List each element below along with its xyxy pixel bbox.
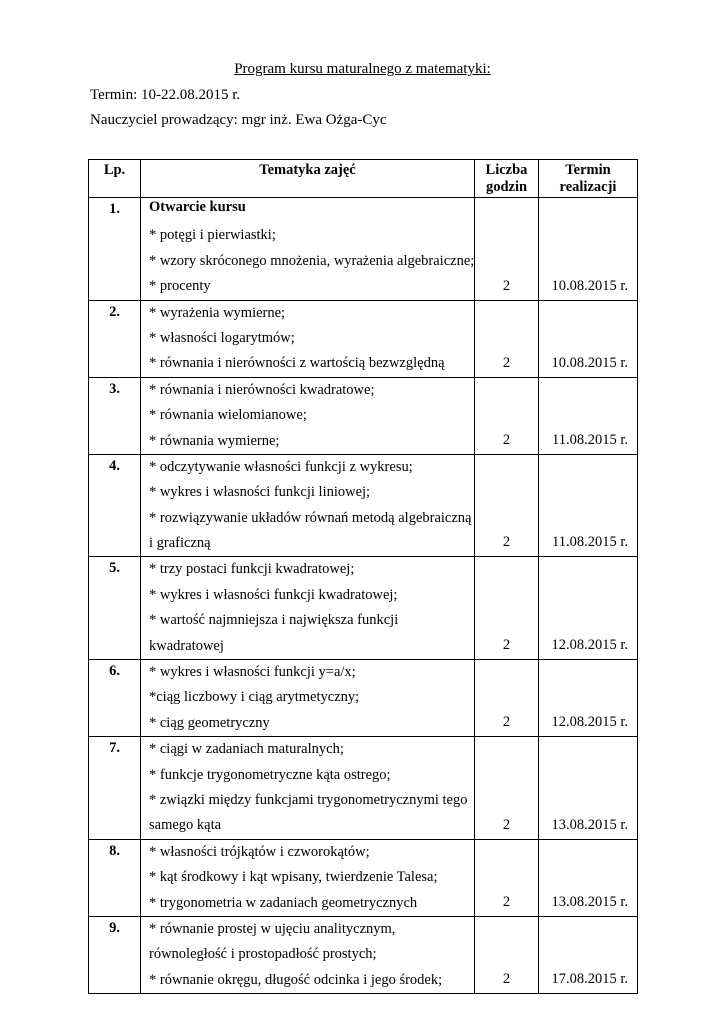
topic-line: * równania i nierówności kwadratowe; xyxy=(149,381,375,398)
date-value: 11.08.2015 r. xyxy=(552,431,628,448)
row-date xyxy=(539,557,638,660)
header-lp: Lp. xyxy=(89,160,141,198)
row-hours xyxy=(475,377,539,454)
date-value: 12.08.2015 r. xyxy=(551,714,628,731)
row-date xyxy=(539,454,638,557)
topic-line: * trzy postaci funkcji kwadratowej; xyxy=(149,561,355,578)
header-topic: Tematyka zajęć xyxy=(141,160,475,198)
schedule-table xyxy=(88,159,638,994)
table-row xyxy=(89,737,638,840)
date-value: 10.08.2015 r. xyxy=(551,354,628,371)
topic-line: * równania i nierówności z wartością bezwzględną xyxy=(149,355,445,372)
topic-line: * wykres i własności funkcji y=a/x; xyxy=(149,664,356,681)
row-hours xyxy=(475,660,539,737)
topic-line: * potęgi i pierwiastki; xyxy=(149,227,276,244)
hours-value: 2 xyxy=(502,534,511,551)
topic-line: * wartość najmniejsza i największa funkcji xyxy=(149,612,399,629)
course-term: Termin: 10-22.08.2015 r. xyxy=(90,87,241,103)
row-topics xyxy=(141,454,475,557)
topic-line: * własności logarytmów; xyxy=(149,329,295,346)
topic-line: * wyrażenia wymierne; xyxy=(149,304,286,321)
table-row xyxy=(89,557,638,660)
topic-line: * równania wielomianowe; xyxy=(149,407,307,424)
row-topics xyxy=(141,377,475,454)
row-date xyxy=(539,839,638,916)
row-hours xyxy=(475,839,539,916)
topic-line: * ciąg geometryczny xyxy=(149,714,270,731)
table-row xyxy=(89,454,638,557)
topic-line: * trygonometria w zadaniach geometrycznych xyxy=(149,894,418,911)
topic-line: równoległość i prostopadłość prostych; xyxy=(149,946,377,963)
topic-line: * rozwiązywanie układów równań metodą algebraiczną xyxy=(149,509,472,526)
hours-value: 2 xyxy=(502,354,511,371)
row-topics xyxy=(141,660,475,737)
hours-value: 2 xyxy=(502,816,511,833)
row-number: 7. xyxy=(89,737,141,840)
topic-line: *ciąg liczbowy i ciąg arytmetyczny; xyxy=(149,689,360,706)
row-number: 2. xyxy=(89,300,141,377)
header-hours-line2: godzin xyxy=(485,179,528,195)
topic-line: * funkcje trygonometryczne kąta ostrego; xyxy=(149,766,391,783)
row-date xyxy=(539,300,638,377)
topic-line: i graficzną xyxy=(149,535,211,552)
row-date xyxy=(539,660,638,737)
topic-line: * równania wymierne; xyxy=(149,432,280,449)
topic-line: * własności trójkątów i czworokątów; xyxy=(149,843,370,860)
row-number: 8. xyxy=(89,839,141,916)
row-hours xyxy=(475,198,539,301)
table-row xyxy=(89,377,638,454)
table-row xyxy=(89,660,638,737)
date-value: 10.08.2015 r. xyxy=(551,277,628,294)
header-date xyxy=(539,160,638,198)
hours-value: 2 xyxy=(502,431,511,448)
row-heading: Otwarcie kursu xyxy=(149,199,246,215)
hours-value: 2 xyxy=(502,971,511,988)
row-hours xyxy=(475,454,539,557)
document-title: Program kursu maturalnego z matematyki: xyxy=(234,61,491,77)
topic-line: * wzory skróconego mnożenia, wyrażenia algebraiczne; xyxy=(149,252,475,269)
hours-value: 2 xyxy=(502,893,511,910)
header-hours xyxy=(475,160,539,198)
hours-value: 2 xyxy=(502,637,511,654)
row-hours xyxy=(475,300,539,377)
date-value: 13.08.2015 r. xyxy=(551,816,628,833)
row-number: 5. xyxy=(89,557,141,660)
topic-line: * odczytywanie własności funkcji z wykresu; xyxy=(149,458,413,475)
row-topics xyxy=(141,557,475,660)
hours-value: 2 xyxy=(502,277,511,294)
course-teacher: Nauczyciel prowadzący: mgr inż. Ewa Ożga-Cyc xyxy=(90,112,387,128)
hours-value: 2 xyxy=(502,714,511,731)
date-value: 11.08.2015 r. xyxy=(552,534,628,551)
date-value: 17.08.2015 r. xyxy=(551,971,628,988)
table-header-row xyxy=(89,160,638,198)
date-value: 12.08.2015 r. xyxy=(551,637,628,654)
topic-line: * związki między funkcjami trygonometrycznymi tego xyxy=(149,791,468,808)
row-date xyxy=(539,198,638,301)
topic-line: * ciągi w zadaniach maturalnych; xyxy=(149,741,344,758)
row-number: 6. xyxy=(89,660,141,737)
table-row xyxy=(89,839,638,916)
topic-line: * równanie prostej w ujęciu analitycznym, xyxy=(149,920,396,937)
topic-line: * procenty xyxy=(149,278,211,295)
topic-line: * kąt środkowy i kąt wpisany, twierdzenie Talesa; xyxy=(149,869,438,886)
topic-line: * wykres i własności funkcji liniowej; xyxy=(149,484,371,501)
row-number: 9. xyxy=(89,916,141,993)
table-row xyxy=(89,916,638,993)
topic-line: * równanie okręgu, długość odcinka i jego środek; xyxy=(149,971,443,988)
table-row xyxy=(89,198,638,301)
header-date-line2: realizacji xyxy=(559,179,617,195)
row-hours xyxy=(475,916,539,993)
topic-line: kwadratowej xyxy=(149,637,224,654)
header-date-line1: Termin xyxy=(565,162,611,178)
row-number: 3. xyxy=(89,377,141,454)
row-topics xyxy=(141,839,475,916)
table-row xyxy=(89,300,638,377)
row-date xyxy=(539,377,638,454)
row-number: 1. xyxy=(89,198,141,301)
row-hours xyxy=(475,557,539,660)
topic-line: * wykres i własności funkcji kwadratowej; xyxy=(149,586,398,603)
row-topics xyxy=(141,737,475,840)
row-number: 4. xyxy=(89,454,141,557)
topic-line: samego kąta xyxy=(149,817,222,834)
row-topics xyxy=(141,916,475,993)
row-topics xyxy=(141,198,475,301)
row-hours xyxy=(475,737,539,840)
row-date xyxy=(539,916,638,993)
row-date xyxy=(539,737,638,840)
header-hours-line1: Liczba xyxy=(485,162,528,178)
date-value: 13.08.2015 r. xyxy=(551,893,628,910)
row-topics xyxy=(141,300,475,377)
